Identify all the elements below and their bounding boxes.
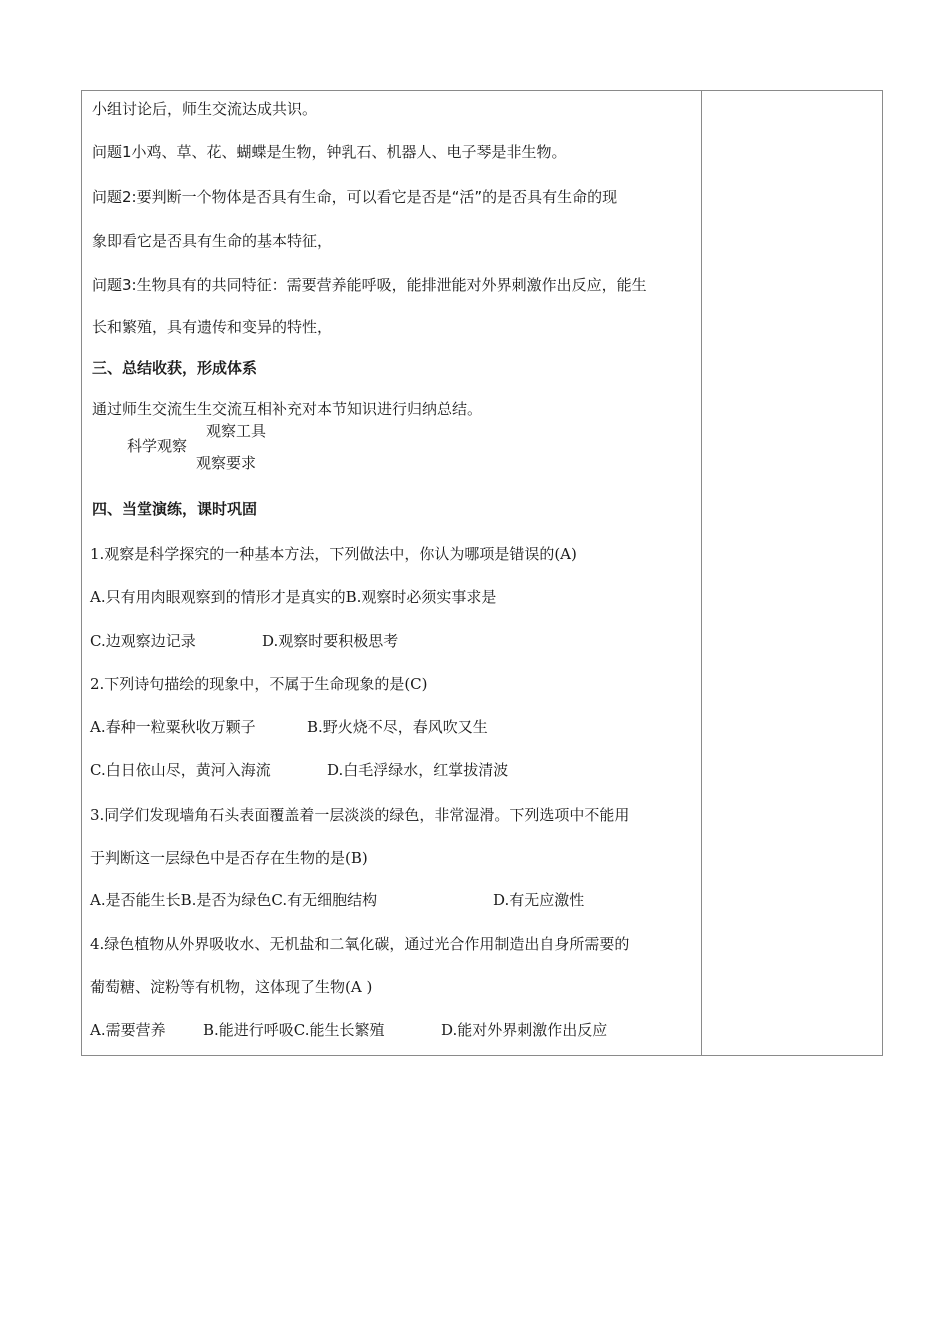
exercise-1-option-d: D.观察时要积极思考 (262, 632, 399, 650)
text-line: 小组讨论后，师生交流达成共识。 (92, 100, 318, 118)
exercise-3-question: 3.同学们发现墙角石头表面覆盖着一层淡淡的绿色，非常湿滑。下列选项中不能用 (90, 806, 630, 824)
diagram-item-requirements: 观察要求 (196, 454, 257, 472)
section-heading-summary: 三、总结收获，形成体系 (92, 359, 258, 377)
question-2-answer: 问题2:要判断一个物体是否具有生命，可以看它是否是“活”的是否具有生命的现 (92, 188, 618, 206)
exercise-1-question: 1.观察是科学探究的一种基本方法，下列做法中，你认为哪项是错误的(A) (90, 545, 577, 563)
exercise-2-option-a: A.春种一粒粟秋收万颗子 (90, 718, 256, 736)
diagram-item-tools: 观察工具 (206, 422, 267, 440)
exercise-4-option-a: A.需要营养 (90, 1021, 166, 1039)
exercise-2-option-c: C.白日依山尽，黄河入海流 (90, 761, 271, 779)
summary-text: 通过师生交流生生交流互相补充对本节知识进行归纳总结。 (92, 400, 483, 418)
exercise-1-option-c: C.边观察边记录 (90, 632, 196, 650)
question-2-answer-cont: 象即看它是否具有生命的基本特征， (92, 232, 333, 250)
exercise-4-options-bc: B.能进行呼吸C.能生长繁殖 (203, 1021, 385, 1039)
exercise-4-question: 4.绿色植物从外界吸收水、无机盐和二氧化碳，通过光合作用制造出自身所需要的 (90, 935, 630, 953)
exercise-1-options: A.只有用肉眼观察到的情形才是真实的B.观察时必须实事求是 (90, 588, 497, 606)
question-3-answer-cont: 长和繁殖，具有遗传和变异的特性， (92, 318, 333, 336)
exercise-3-options: A.是否能生长B.是否为绿色C.有无细胞结构 (90, 891, 378, 909)
exercise-2-option-d: D.白毛浮绿水，红掌拔清波 (327, 761, 509, 779)
exercise-4-option-d: D.能对外界刺激作出反应 (441, 1021, 608, 1039)
exercise-4-question-cont: 葡萄糖、淀粉等有机物，这体现了生物(A ) (90, 978, 373, 996)
table-column-divider (701, 90, 702, 1056)
exercise-3-option-d: D.有无应激性 (493, 891, 585, 909)
question-1-answer: 问题1小鸡、草、花、蝴蝶是生物，钟乳石、机器人、电子琴是非生物。 (92, 143, 567, 161)
question-3-answer: 问题3:生物具有的共同特征：需要营养能呼吸，能排泄能对外界刺激作出反应，能生 (92, 276, 647, 294)
exercise-2-option-b: B.野火烧不尽，春风吹又生 (307, 718, 488, 736)
exercise-3-question-cont: 于判断这一层绿色中是否存在生物的是(B) (90, 849, 368, 867)
diagram-root: 科学观察 (127, 437, 188, 455)
exercise-2-question: 2.下列诗句描绘的现象中，不属于生命现象的是(C) (90, 675, 428, 693)
section-heading-practice: 四、当堂演练，课时巩固 (92, 500, 258, 518)
